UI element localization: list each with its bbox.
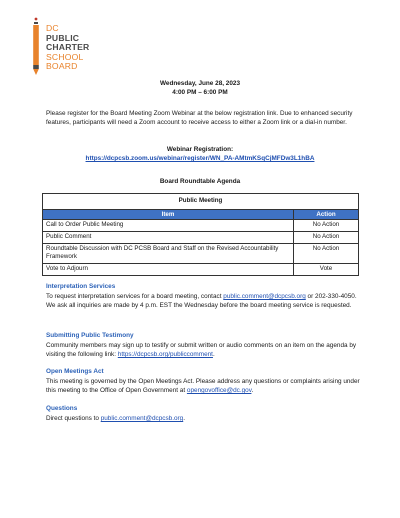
agenda-action: No Action bbox=[294, 243, 359, 263]
agenda-action: Vote bbox=[294, 264, 359, 276]
webinar-registration-link[interactable]: https://dcpcsb.zoom.us/webinar/register/WN_PA-AMtmKSqCjMFDw3L1hBA bbox=[85, 155, 315, 162]
webinar-title: Webinar Registration: bbox=[166, 146, 234, 153]
column-header-action: Action bbox=[294, 209, 359, 219]
agenda-item: Call to Order Public Meeting bbox=[43, 219, 294, 231]
interpretation-text-before: To request interpretation services for a board meeting, contact bbox=[46, 293, 224, 300]
open-meetings-text bbox=[46, 377, 364, 395]
table-row bbox=[43, 231, 359, 243]
agenda-table bbox=[42, 193, 359, 276]
logo-wordmark bbox=[46, 24, 89, 72]
testimony-text-before: Community members may sign up to testify or submit written or audio comments on an item on the agenda by visiting the following link: bbox=[46, 342, 357, 358]
table-caption-row bbox=[43, 194, 359, 210]
agenda-action: No Action bbox=[294, 219, 359, 231]
testimony-text-after: . bbox=[212, 351, 215, 358]
interpretation-heading: Interpretation Services bbox=[46, 283, 116, 290]
meeting-date: Wednesday, June 28, 2023 bbox=[159, 80, 241, 87]
table-row bbox=[43, 243, 359, 263]
logo-line-board: BOARD bbox=[46, 61, 78, 71]
opengov-email-link[interactable]: opengovoffice@dc.gov bbox=[186, 387, 252, 394]
agenda-item: Public Comment bbox=[43, 231, 294, 243]
questions-email-link[interactable]: public.comment@dcpcsb.org bbox=[100, 415, 184, 422]
logo-line-charter: CHARTER bbox=[46, 42, 90, 52]
open-meetings-text-before: This meeting is governed by the Open Meetings Act. Please address any questions or complaints arising under this meeting to the Office of Open Government at bbox=[46, 378, 360, 394]
table-row bbox=[43, 219, 359, 231]
logo-line-dc: DC bbox=[46, 23, 59, 33]
meeting-time: 4:00 PM – 6:00 PM bbox=[172, 89, 228, 96]
agenda-title: Board Roundtable Agenda bbox=[159, 178, 241, 185]
interpretation-email-link[interactable]: public.comment@dcpcsb.org bbox=[223, 293, 306, 300]
questions-heading: Questions bbox=[46, 405, 78, 412]
testimony-heading: Submitting Public Testimony bbox=[46, 332, 134, 339]
questions-text bbox=[46, 414, 364, 423]
open-meetings-text-after: . bbox=[251, 387, 254, 394]
questions-text-before: Direct questions to bbox=[46, 415, 101, 422]
open-meetings-heading: Open Meetings Act bbox=[46, 368, 104, 375]
pencil-logo-icon bbox=[30, 16, 42, 76]
logo-line-public: PUBLIC bbox=[46, 32, 80, 43]
agenda-item: Roundtable Discussion with DC PCSB Board and Staff on the Revised Accountability Framework bbox=[43, 243, 294, 263]
column-header-item: Item bbox=[43, 209, 294, 219]
table-header-row bbox=[43, 209, 359, 219]
agenda-action: No Action bbox=[294, 231, 359, 243]
interpretation-text bbox=[46, 292, 364, 310]
testimony-text bbox=[46, 341, 364, 359]
dc-pcsb-logo bbox=[30, 16, 100, 78]
public-comment-link[interactable]: https://dcpcsb.org/publiccomment bbox=[117, 351, 213, 358]
agenda-item: Vote to Adjourn bbox=[43, 264, 294, 276]
logo-line-school: SCHOOL bbox=[46, 51, 84, 62]
table-caption: Public Meeting bbox=[43, 194, 359, 210]
questions-text-after: . bbox=[183, 415, 185, 422]
interpretation-text-after: or 202-330-4050. We ask all inquiries are made by 4 p.m. EST the Wednesday before the board meeting service is requested. bbox=[46, 293, 357, 309]
table-row bbox=[43, 264, 359, 276]
intro-paragraph: Please register for the Board Meeting Zoom Webinar at the below registration link. Due to enhanced security features, participants will need a Zoom account to receive access to either a Zoom link or a dial-in number. bbox=[46, 110, 353, 126]
